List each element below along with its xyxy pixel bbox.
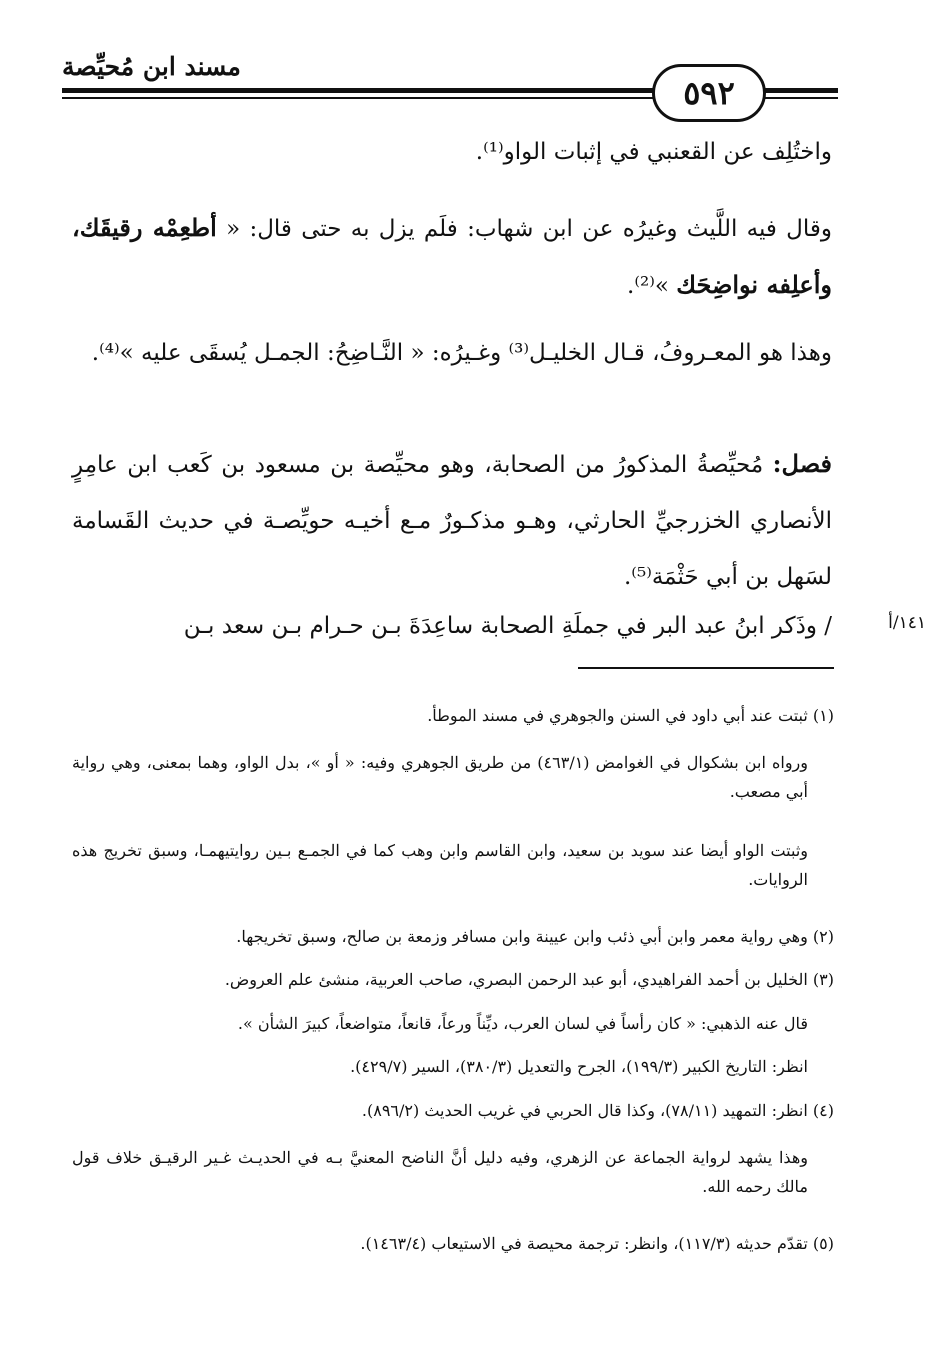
footnote-5 — [72, 1233, 834, 1255]
footnote-3 — [72, 969, 834, 991]
footnote-5-line: (٥) تقدّم حديثه (١١٧/٣)، وانظر: ترجمة محيصة في الاستيعاب (١٤٦٣/٤). — [360, 1234, 834, 1253]
footnote-3-paragraph-b: قال عنه الذهبي: « كان رأساً في لسان العرب، ديِّناً ورعاً، قانعاً، متواضعاً، كبيرَ الشأن ». — [237, 1014, 808, 1033]
paragraph-2 — [72, 200, 832, 314]
footnote-3-cont-1 — [72, 1013, 834, 1035]
footnote-4-cont — [72, 1143, 834, 1201]
footnote-1-line: (١) ثبتت عند أبي داود في السنن والجوهري في مسند الموطأ. — [427, 706, 834, 725]
paragraph-5-text: / وذَكر ابنُ عبد البر في جملَةِ الصحابة ساعِدَةَ بـن حـرام بـن سعد بـن — [183, 613, 832, 639]
paragraph-3 — [72, 325, 832, 381]
paragraph-2-close: »⁽²⁾. — [627, 273, 677, 299]
running-title: مسند ابن مُحيِّصة — [62, 52, 241, 81]
footnote-4-line: (٤) انظر: التمهيد (٧٨/١١)، وكذا قال الحربي في غريب الحديث (٨٩٦/٢). — [361, 1101, 834, 1120]
section-heading-fasl: فصل: — [772, 449, 832, 478]
footnote-2 — [72, 926, 834, 948]
paragraph-1-text: واختُلِف عن القعنبي في إثبات الواو⁽¹⁾. — [475, 139, 832, 165]
paragraph-2-intro: وقال فيه اللَّيث وغيرُه عن ابن شهاب: فلَم يزل به حتى قال: « — [216, 216, 832, 242]
footnote-1-paragraph-b: ورواه ابن بشكوال في الغوامض (٤٦٣/١) من طريق الجوهري وفيه: « أو »، بدل الواو، وهما بمعنى، وهي رواية أبي مصعب. — [72, 753, 809, 801]
hadith-quote: أطعِمْه رقيقَك، وأعلِفه نواضِحَك — [72, 213, 832, 299]
footnote-3-paragraph-c: انظر: التاريخ الكبير (١٩٩/٣)، الجرح والتعديل (٣٨٠/٣)، السير (٤٢٩/٧). — [350, 1057, 808, 1076]
paragraph-3-text: وهذا هو المعـروفُ، قـال الخليـل⁽³⁾ وغـيرُه: « النَّـاضِحُ: الجمـل يُسقَى عليه »⁽⁴⁾. — [91, 340, 832, 366]
paragraph-1 — [72, 138, 832, 166]
paragraph-5 — [72, 612, 832, 640]
footnote-separator — [578, 667, 834, 669]
page-number: ٥٩٢ — [652, 64, 766, 122]
manuscript-folio-ref: ١٤١/أ — [888, 613, 926, 633]
footnote-4-paragraph-b: وهذا يشهد لرواية الجماعة عن الزهري، وفيه دليل أنَّ الناضح المعنيَّ بـه في الحديـث غـير الرقيـق خلاف قول مالك رحمه الله. — [72, 1148, 808, 1196]
footnote-2-line: (٢) وهي رواية معمر وابن أبي ذئب وابن عيينة وابن مسافر وزمعة بن صالح، وسبق تخريجها. — [236, 927, 834, 946]
paragraph-4-body: مُحيِّصةُ المذكورُ من الصحابة، وهو محيِّصة بن مسعود بن كَعب ابن عامِرٍ الأنصاري الخزرجيِّ الحارثي، وهـو مذكـورٌ مـع أخيـه حويِّصـة في حديث القَسامة لسَهل بن أبي حَثْمَة⁽⁵⁾. — [72, 452, 832, 590]
footnote-1-paragraph-c: وثبتت الواو أيضا عند سويد بن سعيد، وابن القاسم وابن وهب كما في الجمـع بـين روايتيهمـا، وسبق تخريج هذه الروايات. — [72, 841, 808, 889]
footnote-1-cont-1 — [72, 748, 834, 806]
paragraph-2-text — [72, 200, 832, 314]
footnote-3-line: (٣) الخليل بن أحمد الفراهيدي، أبو عبد الرحمن البصري، صاحب العربية، منشئ علم العروض. — [224, 970, 834, 989]
paragraph-4-text — [72, 436, 832, 605]
footnote-4 — [72, 1100, 834, 1122]
footnote-1-cont-2 — [72, 836, 834, 894]
footnote-3-cont-2 — [72, 1056, 834, 1078]
footnote-1 — [72, 705, 834, 727]
paragraph-4 — [72, 436, 832, 605]
